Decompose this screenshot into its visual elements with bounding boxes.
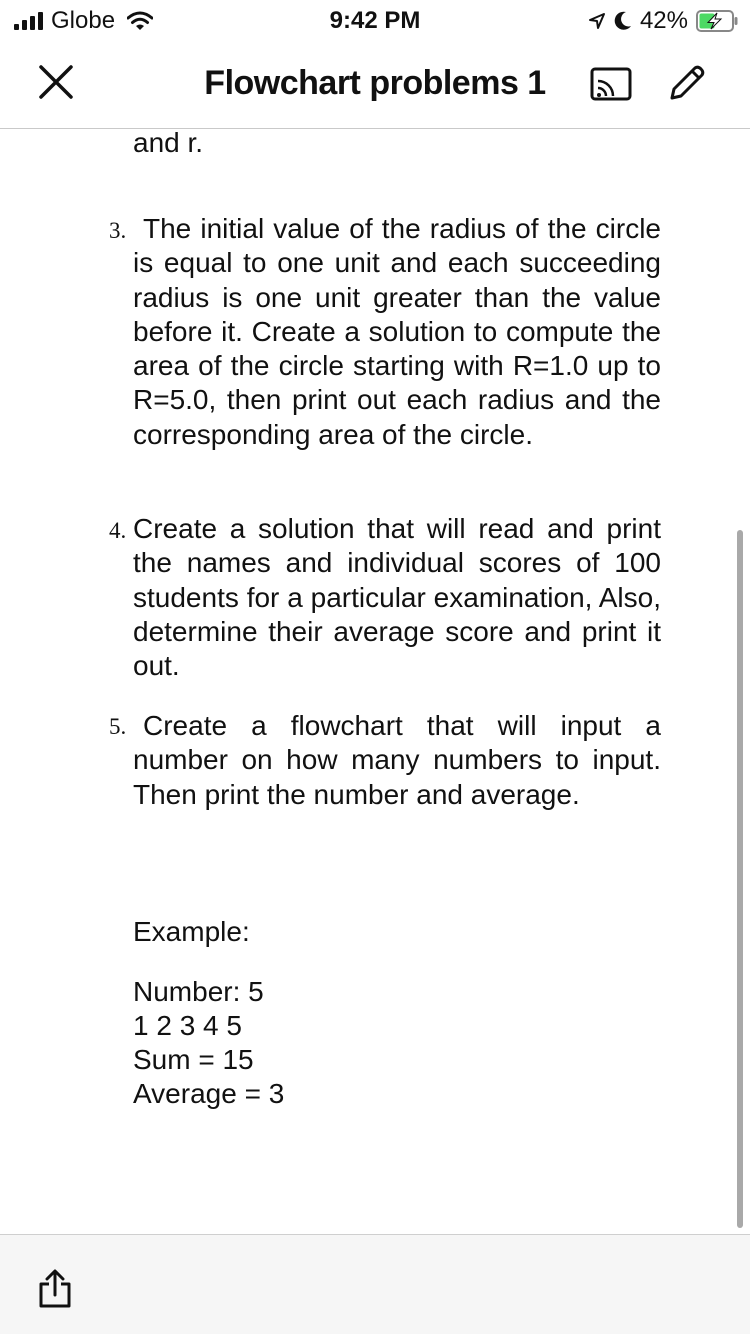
moon-icon <box>614 11 632 31</box>
example-line-sum: Sum = 15 <box>133 1044 254 1075</box>
bottom-toolbar <box>0 1234 750 1334</box>
close-icon[interactable] <box>36 62 76 102</box>
document-content[interactable] <box>0 130 750 1234</box>
battery-percent: 42% <box>639 7 688 34</box>
battery-charging-icon <box>696 10 738 32</box>
scrollbar[interactable] <box>737 530 743 1228</box>
problem-5-text: Create a flowchart that will input a number on how many numbers to input. Then print the number and average. <box>133 710 661 810</box>
pencil-icon[interactable] <box>664 62 708 106</box>
status-time: 9:42 PM <box>329 7 421 34</box>
problem-3-text: The initial value of the radius of the circle is equal to one unit and each succeeding radius is one unit greater than the value before it. Create a solution to compute the area of the circle starting with R=1.0 up to R=5.0, then print out each radius and the corresponding area of the circle. <box>133 213 661 450</box>
document-title: Flowchart problems 1 <box>204 64 546 102</box>
status-right <box>588 7 738 35</box>
location-icon <box>588 12 606 30</box>
carrier-name: Globe <box>51 7 116 34</box>
nav-bar <box>0 40 750 129</box>
example-line-sequence: 1 2 3 4 5 <box>133 1010 242 1041</box>
example-heading: Example: <box>133 916 250 947</box>
example-line-number: Number: 5 <box>133 976 264 1007</box>
status-bar <box>0 0 750 40</box>
problem-3-number: 3. <box>109 218 127 243</box>
problem-4-number: 4. <box>109 518 127 543</box>
problem-4-text: Create a solution that will read and print the names and individual scores of 100 students for a particular examination, Also, determine their average score and print it out. <box>133 513 661 682</box>
example-line-average: Average = 3 <box>133 1078 285 1109</box>
text-fragment: and r. <box>133 130 204 158</box>
share-icon[interactable] <box>36 1269 74 1309</box>
problem-5-number: 5. <box>109 714 127 739</box>
cast-icon[interactable] <box>590 66 634 102</box>
